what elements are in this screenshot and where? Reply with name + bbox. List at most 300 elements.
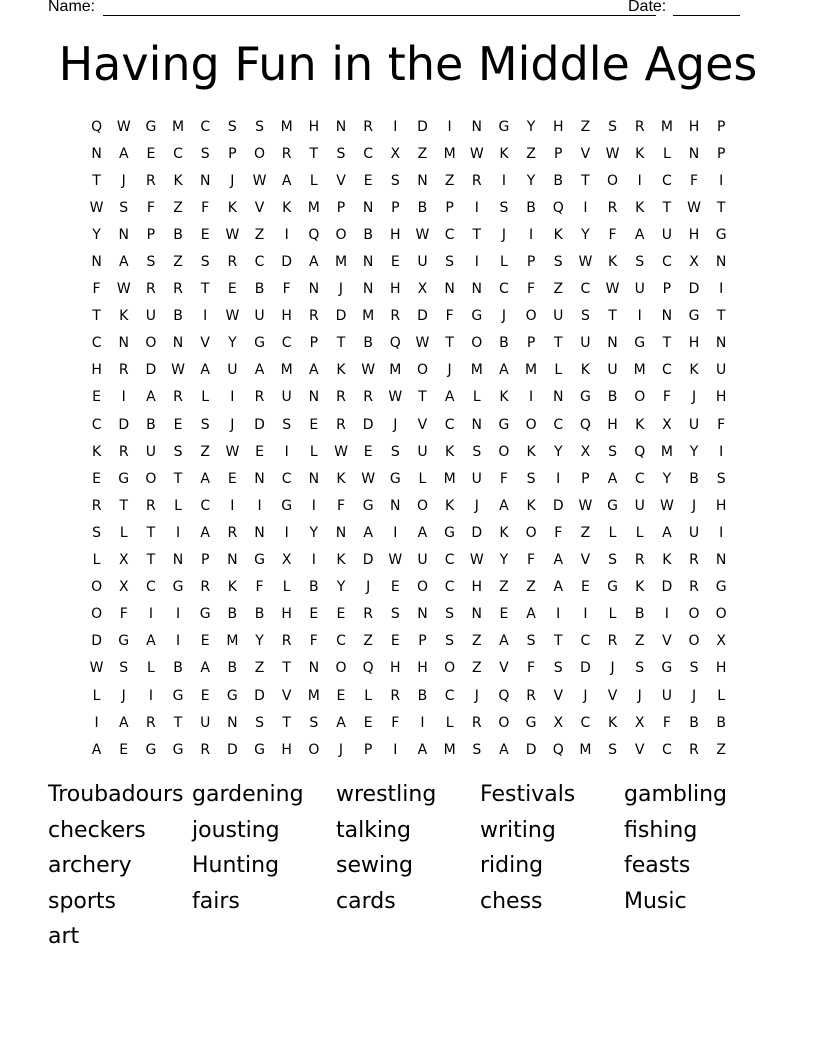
grid-letter: V bbox=[281, 687, 292, 704]
grid-letter: Z bbox=[471, 660, 482, 677]
grid-letter: E bbox=[336, 606, 346, 623]
grid-letter: I bbox=[284, 443, 289, 460]
grid-letter: T bbox=[336, 335, 346, 352]
grid-letter: L bbox=[472, 389, 481, 406]
grid-letter: N bbox=[308, 660, 320, 677]
grid-letter: N bbox=[471, 118, 482, 135]
grid-letter: Y bbox=[499, 552, 509, 569]
grid-letter: I bbox=[501, 172, 506, 189]
grid-letter: C bbox=[444, 687, 455, 704]
date-label: Date: bbox=[628, 0, 667, 15]
grid-row bbox=[83, 167, 735, 194]
grid-letter: W bbox=[659, 497, 674, 514]
grid-letter: C bbox=[200, 118, 211, 135]
grid-letter: U bbox=[417, 443, 428, 460]
grid-letter: B bbox=[553, 172, 564, 189]
grid-letter: L bbox=[201, 389, 210, 406]
grid-letter: E bbox=[92, 389, 101, 406]
name-field[interactable] bbox=[103, 0, 656, 16]
grid-letter: N bbox=[417, 172, 428, 189]
grid-letter: F bbox=[119, 606, 128, 623]
grid-letter: A bbox=[200, 362, 210, 379]
grid-letter: F bbox=[309, 633, 318, 650]
grid-letter: I bbox=[529, 226, 534, 243]
grid-letter: N bbox=[335, 524, 347, 541]
grid-letter: N bbox=[417, 606, 428, 623]
grid-letter: R bbox=[200, 741, 211, 758]
grid-letter: E bbox=[580, 579, 590, 596]
grid-letter: O bbox=[254, 145, 266, 162]
grid-letter: L bbox=[717, 687, 726, 704]
grid-letter: K bbox=[553, 226, 563, 243]
grid-letter: B bbox=[526, 199, 536, 216]
grid-letter: P bbox=[445, 199, 454, 216]
grid-letter: W bbox=[225, 226, 240, 243]
grid-letter: W bbox=[116, 118, 131, 135]
grid-letter: J bbox=[583, 687, 588, 704]
grid-letter: X bbox=[580, 443, 591, 460]
grid-letter: X bbox=[634, 714, 645, 731]
grid-letter: N bbox=[91, 254, 102, 271]
grid-letter: W bbox=[252, 172, 267, 189]
grid-letter: W bbox=[388, 389, 403, 406]
grid-letter: A bbox=[200, 470, 210, 487]
grid-letter: S bbox=[227, 118, 237, 135]
grid-letter: Y bbox=[336, 579, 346, 596]
grid-letter: R bbox=[200, 579, 211, 596]
grid-letter: M bbox=[525, 362, 538, 379]
grid-letter: F bbox=[527, 552, 536, 569]
grid-letter: O bbox=[634, 389, 646, 406]
grid-letter: S bbox=[445, 633, 455, 650]
grid-letter: L bbox=[282, 579, 291, 596]
grid-letter: R bbox=[336, 416, 346, 433]
grid-letter: N bbox=[172, 552, 184, 569]
grid-letter: Z bbox=[580, 524, 591, 541]
grid-letter: C bbox=[499, 281, 509, 298]
grid-letter: H bbox=[607, 416, 618, 433]
grid-letter: S bbox=[92, 524, 102, 541]
grid-letter: C bbox=[553, 416, 564, 433]
grid-letter: W bbox=[334, 443, 348, 460]
grid-letter: G bbox=[199, 606, 211, 623]
grid-letter: Q bbox=[308, 226, 320, 243]
grid-letter: I bbox=[393, 741, 398, 758]
grid-letter: Q bbox=[552, 741, 564, 758]
word-list-item: sports bbox=[48, 888, 117, 914]
grid-letter: I bbox=[175, 606, 181, 623]
grid-letter: K bbox=[119, 308, 129, 325]
grid-letter: U bbox=[471, 470, 482, 487]
grid-letter: U bbox=[607, 362, 618, 379]
grid-letter: K bbox=[336, 470, 346, 487]
grid-letter: E bbox=[390, 254, 400, 271]
grid-letter: R bbox=[227, 524, 238, 541]
grid-letter: W bbox=[225, 308, 240, 325]
grid-letter: B bbox=[309, 579, 319, 596]
grid-letter: T bbox=[92, 172, 101, 189]
word-list-item: writing bbox=[480, 817, 556, 843]
word-list-item: gardening bbox=[192, 782, 304, 807]
grid-row bbox=[83, 221, 735, 248]
grid-letter: B bbox=[363, 226, 373, 243]
grid-letter: Y bbox=[526, 118, 536, 135]
grid-letter: R bbox=[118, 443, 129, 460]
grid-letter: F bbox=[499, 470, 508, 487]
grid-letter: U bbox=[688, 416, 700, 433]
grid-letter: K bbox=[607, 254, 618, 271]
date-field[interactable] bbox=[673, 0, 740, 16]
grid-letter: T bbox=[581, 172, 590, 189]
grid-letter: V bbox=[580, 145, 591, 162]
grid-letter: K bbox=[635, 145, 645, 162]
grid-letter: I bbox=[664, 606, 669, 623]
grid-letter: S bbox=[608, 443, 617, 460]
grid-letter: N bbox=[199, 172, 211, 189]
grid-letter: G bbox=[607, 497, 618, 514]
grid-letter: J bbox=[474, 687, 479, 704]
grid-letter: B bbox=[173, 308, 183, 325]
grid-letter: M bbox=[443, 145, 456, 162]
grid-letter: V bbox=[254, 199, 265, 216]
grid-letter: D bbox=[417, 308, 428, 325]
grid-letter: R bbox=[607, 633, 618, 650]
grid-letter: W bbox=[605, 145, 620, 162]
grid-letter: S bbox=[689, 660, 699, 677]
grid-letter: L bbox=[500, 254, 508, 271]
grid-letter: B bbox=[254, 281, 265, 298]
grid-letter: U bbox=[716, 362, 727, 379]
grid-letter: A bbox=[146, 389, 156, 406]
grid-letter: I bbox=[637, 308, 642, 325]
grid-letter: J bbox=[366, 579, 371, 596]
grid-letter: D bbox=[417, 118, 428, 135]
grid-letter: K bbox=[445, 443, 455, 460]
grid-letter: W bbox=[225, 443, 240, 460]
grid-letter: M bbox=[389, 362, 402, 379]
word-list-item: Festivals bbox=[480, 782, 576, 807]
grid-letter: B bbox=[254, 606, 265, 623]
grid-letter: I bbox=[175, 633, 181, 650]
grid-letter: E bbox=[146, 145, 156, 162]
grid-letter: N bbox=[444, 281, 455, 298]
grid-letter: I bbox=[284, 524, 289, 541]
grid-letter: A bbox=[553, 552, 564, 569]
grid-letter: E bbox=[390, 579, 400, 596]
grid-letter: O bbox=[498, 714, 510, 731]
grid-letter: S bbox=[445, 254, 455, 271]
grid-letter: G bbox=[254, 741, 265, 758]
grid-letter: C bbox=[146, 579, 156, 596]
grid-letter: R bbox=[689, 552, 699, 569]
grid-letter: G bbox=[172, 687, 184, 704]
grid-letter: C bbox=[173, 145, 183, 162]
grid-letter: H bbox=[715, 497, 727, 514]
grid-letter: T bbox=[146, 524, 156, 541]
grid-row bbox=[83, 248, 735, 275]
word-list-item: cards bbox=[336, 888, 396, 914]
grid-letter: F bbox=[445, 308, 454, 325]
grid-letter: T bbox=[472, 226, 482, 243]
grid-letter: X bbox=[662, 416, 672, 433]
grid-letter: A bbox=[634, 226, 645, 243]
grid-letter: N bbox=[362, 199, 374, 216]
grid-letter: F bbox=[608, 226, 617, 243]
grid-letter: L bbox=[364, 687, 373, 704]
grid-letter: C bbox=[580, 714, 591, 731]
word-list-item: Music bbox=[624, 888, 687, 914]
grid-letter: J bbox=[691, 687, 697, 704]
grid-letter: F bbox=[391, 714, 400, 731]
grid-letter: S bbox=[119, 660, 129, 677]
header bbox=[48, 0, 742, 20]
word-list-item: fairs bbox=[192, 888, 240, 914]
grid-letter: T bbox=[119, 497, 129, 514]
grid-letter: O bbox=[145, 470, 157, 487]
grid-letter: J bbox=[393, 416, 398, 433]
grid-letter: D bbox=[226, 741, 238, 758]
word-list-item: art bbox=[48, 924, 80, 950]
grid-letter: N bbox=[118, 226, 129, 243]
grid-letter: V bbox=[580, 552, 591, 569]
grid-letter: D bbox=[688, 281, 700, 298]
grid-letter: H bbox=[281, 741, 292, 758]
grid-row bbox=[83, 411, 735, 438]
word-list bbox=[48, 779, 768, 957]
grid-letter: H bbox=[417, 660, 428, 677]
grid-row bbox=[83, 736, 735, 763]
grid-letter: S bbox=[390, 443, 400, 460]
grid-letter: K bbox=[607, 714, 618, 731]
grid-letter: U bbox=[580, 335, 591, 352]
grid-letter: U bbox=[634, 497, 645, 514]
grid-letter: S bbox=[309, 714, 319, 731]
grid-letter: T bbox=[553, 335, 563, 352]
grid-letter: J bbox=[447, 362, 452, 379]
grid-letter: J bbox=[230, 416, 235, 433]
grid-letter: T bbox=[662, 199, 672, 216]
grid-letter: M bbox=[633, 362, 646, 379]
grid-letter: Z bbox=[471, 633, 482, 650]
grid-letter: H bbox=[688, 335, 700, 352]
grid-letter: S bbox=[526, 633, 536, 650]
grid-letter: A bbox=[363, 524, 373, 541]
grid-letter: N bbox=[471, 281, 482, 298]
grid-letter: S bbox=[200, 145, 210, 162]
grid-row bbox=[83, 628, 735, 655]
grid-letter: K bbox=[336, 552, 346, 569]
grid-letter: L bbox=[309, 443, 318, 460]
grid-letter: I bbox=[529, 389, 534, 406]
grid-letter: H bbox=[552, 118, 564, 135]
grid-letter: G bbox=[226, 687, 238, 704]
grid-letter: T bbox=[716, 199, 726, 216]
grid-row bbox=[83, 276, 735, 303]
grid-row bbox=[83, 140, 735, 167]
grid-letter: R bbox=[689, 741, 699, 758]
grid-letter: T bbox=[173, 470, 183, 487]
grid-letter: Z bbox=[499, 579, 509, 596]
grid-letter: J bbox=[637, 687, 642, 704]
grid-letter: S bbox=[553, 660, 563, 677]
grid-letter: E bbox=[173, 416, 183, 433]
grid-letter: D bbox=[118, 416, 130, 433]
grid-letter: A bbox=[281, 172, 292, 189]
grid-letter: F bbox=[689, 172, 699, 189]
grid-letter: T bbox=[553, 633, 563, 650]
grid-letter: K bbox=[499, 524, 509, 541]
grid-letter: S bbox=[716, 470, 726, 487]
grid-letter: W bbox=[605, 281, 620, 298]
word-list-item: riding bbox=[480, 853, 544, 879]
grid-letter: K bbox=[91, 443, 102, 460]
grid-letter: A bbox=[499, 497, 509, 514]
grid-letter: N bbox=[254, 470, 265, 487]
grid-row bbox=[83, 194, 735, 221]
grid-letter: R bbox=[146, 281, 156, 298]
grid-letter: G bbox=[362, 497, 374, 514]
grid-letter: N bbox=[607, 335, 618, 352]
grid-letter: G bbox=[145, 118, 157, 135]
grid-letter: F bbox=[662, 714, 671, 731]
grid-letter: W bbox=[361, 470, 376, 487]
grid-letter: C bbox=[661, 254, 672, 271]
grid-letter: D bbox=[471, 524, 483, 541]
grid-letter: J bbox=[338, 281, 344, 298]
grid-letter: U bbox=[688, 524, 700, 541]
grid-letter: G bbox=[579, 389, 591, 406]
grid-letter: R bbox=[281, 633, 292, 650]
grid-letter: G bbox=[281, 497, 293, 514]
grid-letter: S bbox=[200, 416, 210, 433]
grid-letter: H bbox=[308, 118, 320, 135]
grid-letter: T bbox=[608, 308, 617, 325]
grid-letter: C bbox=[580, 633, 591, 650]
grid-letter: S bbox=[173, 443, 183, 460]
grid-letter: N bbox=[308, 281, 320, 298]
grid-letter: C bbox=[363, 145, 374, 162]
grid-letter: U bbox=[661, 687, 672, 704]
grid-letter: S bbox=[200, 254, 210, 271]
grid-row bbox=[83, 303, 735, 330]
grid-letter: F bbox=[255, 579, 264, 596]
grid-letter: G bbox=[715, 579, 727, 596]
grid-letter: L bbox=[608, 524, 617, 541]
grid-letter: S bbox=[499, 199, 509, 216]
grid-letter: T bbox=[418, 389, 427, 406]
grid-letter: F bbox=[527, 281, 536, 298]
grid-letter: M bbox=[307, 687, 320, 704]
grid-letter: D bbox=[525, 741, 537, 758]
grid-letter: F bbox=[554, 524, 563, 541]
word-list-item: feasts bbox=[624, 853, 691, 879]
grid-letter: T bbox=[92, 308, 101, 325]
grid-letter: O bbox=[91, 606, 103, 623]
grid-letter: C bbox=[444, 579, 455, 596]
grid-letter: B bbox=[634, 606, 645, 623]
grid-letter: X bbox=[118, 552, 129, 569]
grid-letter: O bbox=[688, 606, 700, 623]
grid-letter: B bbox=[689, 470, 699, 487]
grid-letter: Y bbox=[553, 443, 563, 460]
grid-letter: J bbox=[610, 660, 615, 677]
grid-letter: V bbox=[499, 660, 509, 677]
grid-letter: I bbox=[311, 552, 316, 569]
grid-letter: E bbox=[390, 633, 400, 650]
grid-letter: O bbox=[715, 606, 727, 623]
grid-letter: L bbox=[608, 606, 617, 623]
grid-letter: H bbox=[281, 308, 292, 325]
grid-letter: W bbox=[578, 254, 593, 271]
grid-letter: N bbox=[91, 145, 102, 162]
grid-letter: K bbox=[499, 145, 509, 162]
grid-letter: I bbox=[230, 497, 235, 514]
grid-letter: D bbox=[281, 254, 293, 271]
grid-letter: O bbox=[525, 308, 537, 325]
grid-letter: C bbox=[634, 470, 645, 487]
grid-letter: R bbox=[607, 199, 618, 216]
grid-letter: H bbox=[390, 660, 401, 677]
grid-letter: O bbox=[525, 524, 537, 541]
grid-letter: E bbox=[499, 606, 509, 623]
grid-letter: T bbox=[662, 335, 672, 352]
grid-letter: K bbox=[227, 199, 237, 216]
grid-letter: I bbox=[257, 497, 262, 514]
grid-letter: W bbox=[361, 362, 376, 379]
grid-letter: S bbox=[635, 254, 645, 271]
grid-letter: C bbox=[444, 226, 455, 243]
grid-letter: G bbox=[715, 226, 727, 243]
grid-letter: M bbox=[280, 362, 293, 379]
grid-letter: K bbox=[282, 199, 292, 216]
grid-letter: S bbox=[553, 254, 563, 271]
grid-letter: K bbox=[526, 443, 536, 460]
grid-letter: E bbox=[200, 687, 210, 704]
grid-letter: O bbox=[525, 416, 537, 433]
grid-letter: M bbox=[470, 362, 483, 379]
grid-letter: N bbox=[254, 524, 265, 541]
grid-letter: D bbox=[661, 579, 673, 596]
grid-letter: I bbox=[393, 118, 398, 135]
grid-letter: K bbox=[635, 579, 645, 596]
grid-letter: N bbox=[661, 308, 673, 325]
grid-letter: X bbox=[118, 579, 129, 596]
grid-letter: A bbox=[553, 579, 564, 596]
grid-letter: D bbox=[580, 660, 591, 677]
grid-letter: D bbox=[552, 497, 564, 514]
grid-letter: I bbox=[474, 254, 479, 271]
grid-letter: N bbox=[390, 497, 401, 514]
grid-letter: J bbox=[121, 172, 126, 189]
grid-letter: Z bbox=[417, 145, 428, 162]
grid-letter: X bbox=[716, 633, 726, 650]
grid-letter: C bbox=[91, 335, 102, 352]
grid-letter: K bbox=[635, 416, 645, 433]
grid-letter: Q bbox=[634, 443, 646, 460]
grid-letter: O bbox=[416, 497, 428, 514]
grid-letter: I bbox=[719, 443, 724, 460]
grid-letter: W bbox=[171, 362, 185, 379]
grid-letter: C bbox=[444, 552, 455, 569]
grid-letter: D bbox=[362, 416, 374, 433]
grid-letter: W bbox=[415, 226, 430, 243]
grid-letter: I bbox=[474, 199, 479, 216]
grid-letter: F bbox=[146, 199, 155, 216]
grid-letter: E bbox=[363, 172, 373, 189]
grid-letter: G bbox=[389, 470, 401, 487]
grid-letter: R bbox=[118, 362, 129, 379]
grid-letter: P bbox=[716, 145, 726, 162]
